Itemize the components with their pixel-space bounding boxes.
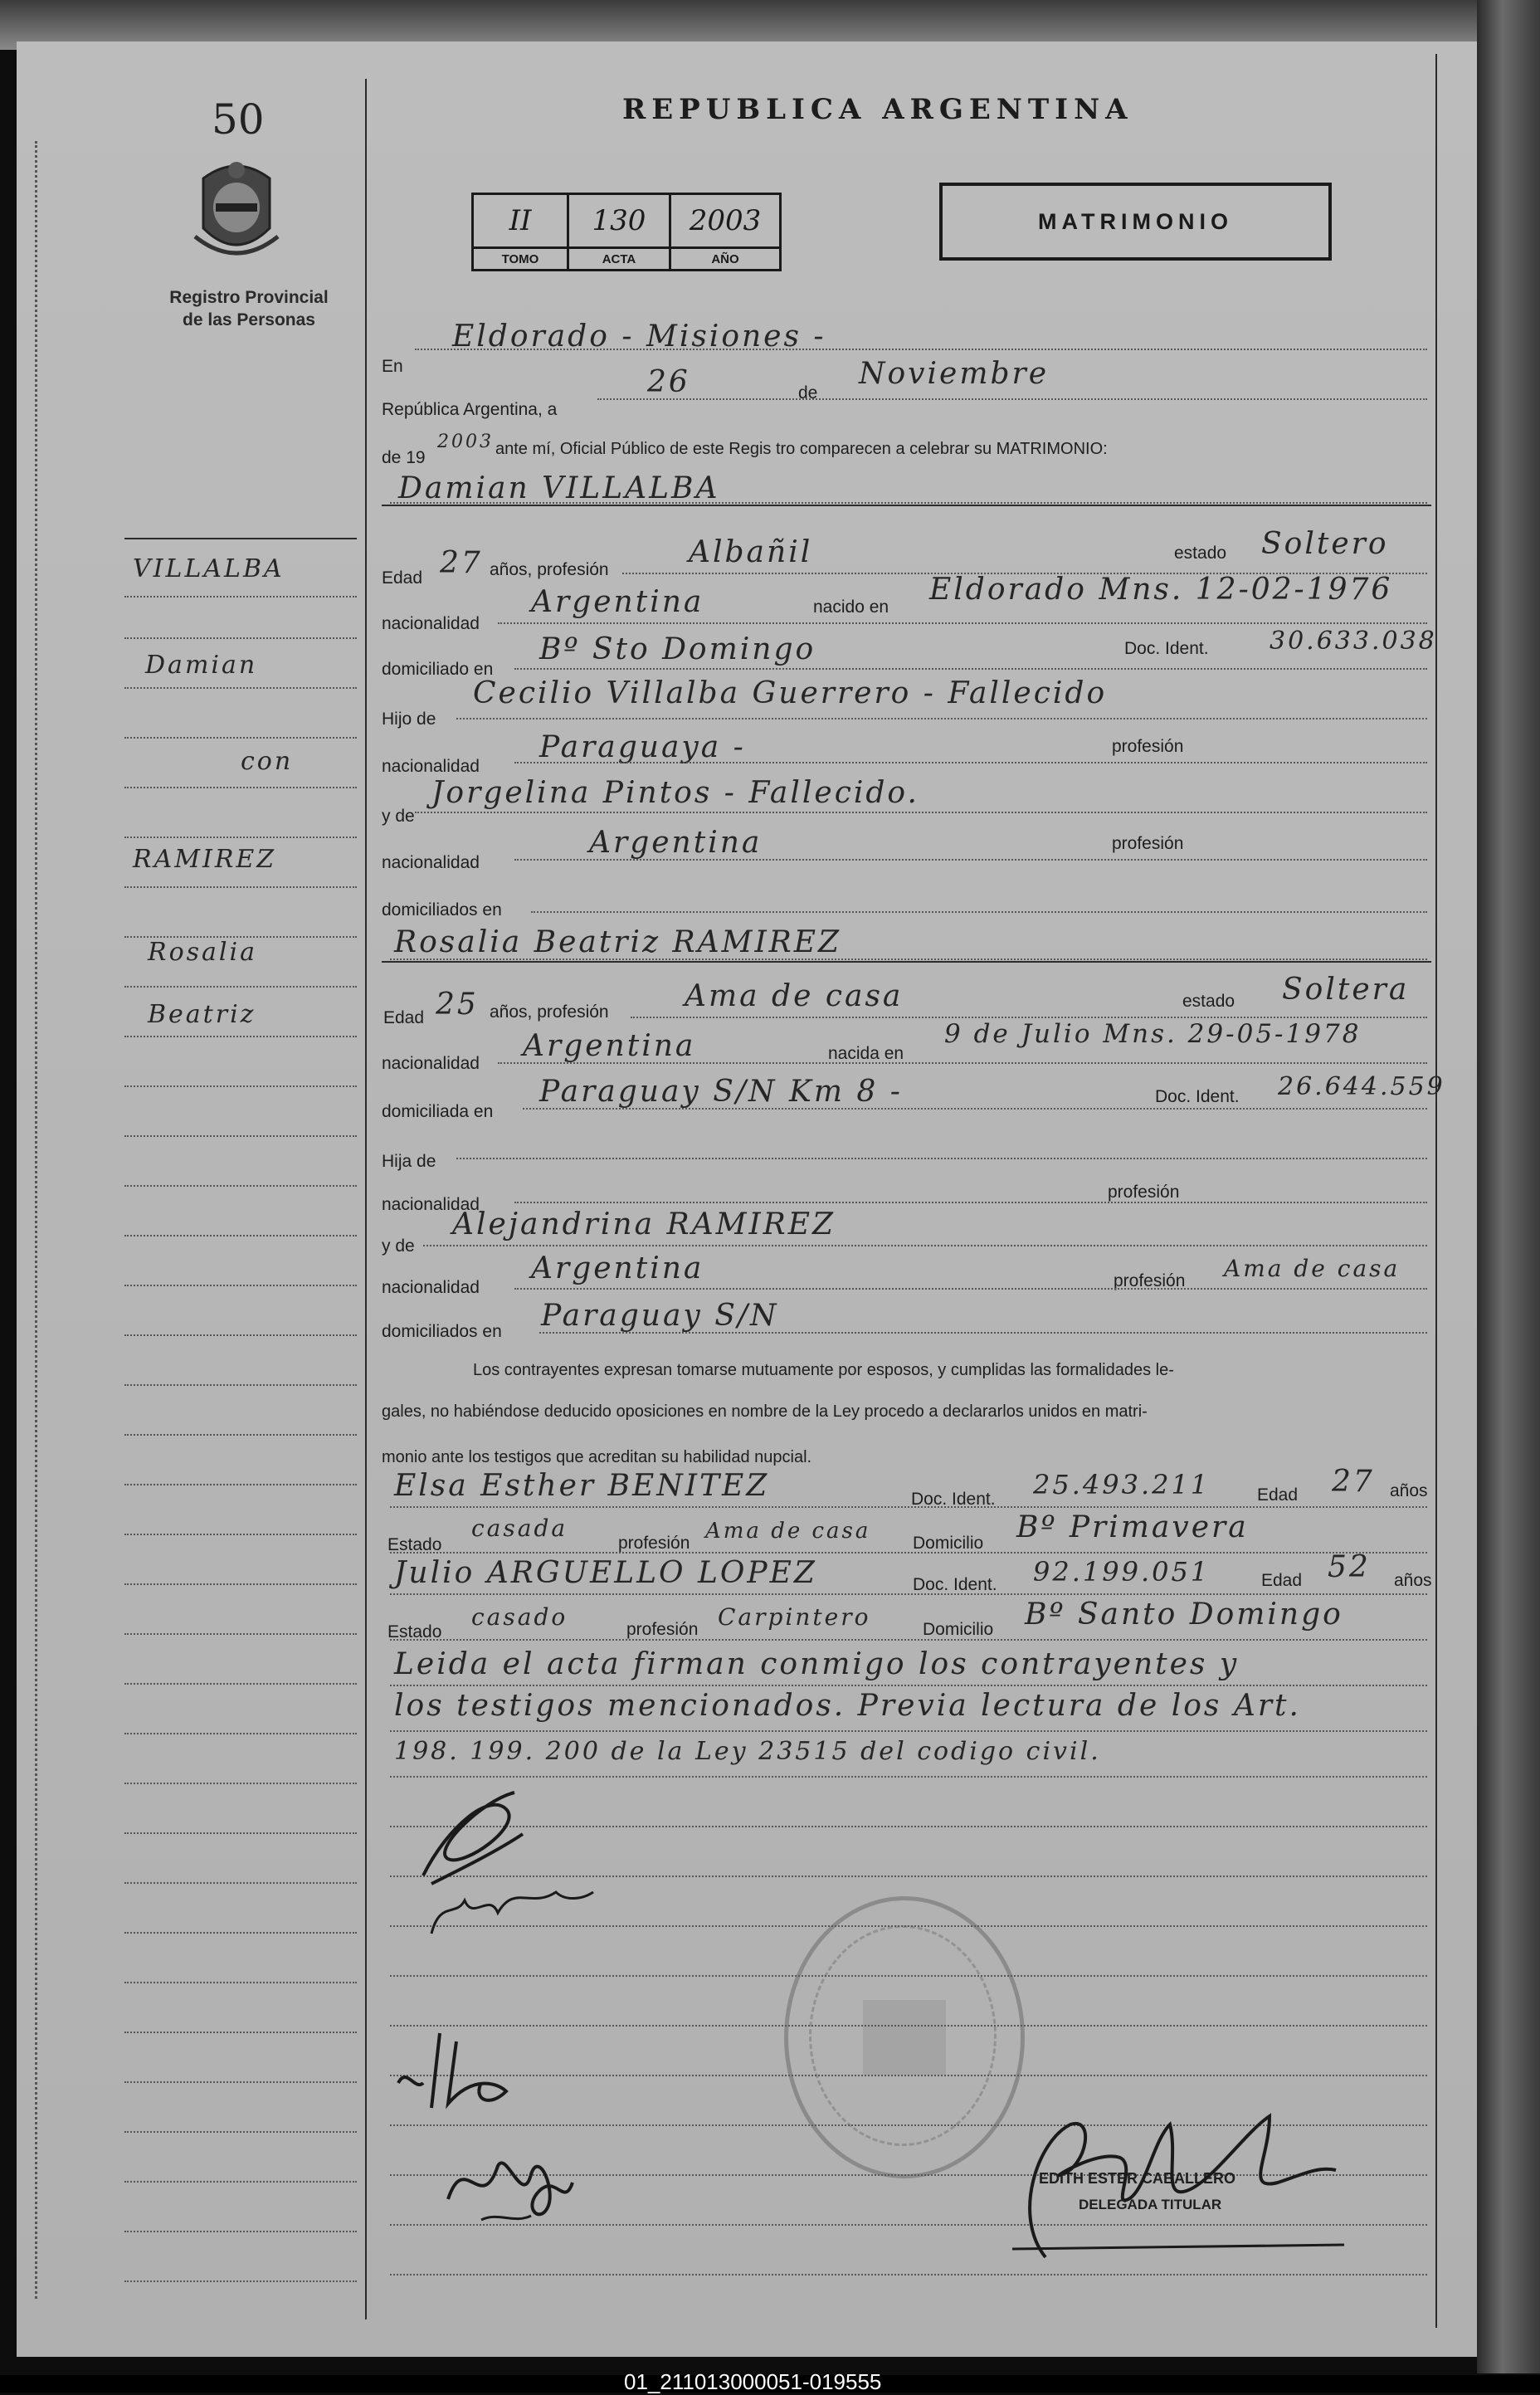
bride-domicile: Paraguay S/N Km 8 - xyxy=(539,1075,903,1109)
witness1-doc: 25.493.211 xyxy=(1033,1469,1211,1500)
declaration-line3: monio ante los testigos que acreditan su habilidad nupcial. xyxy=(382,1448,812,1466)
bride-line5 xyxy=(514,1202,1427,1203)
bride-father-prof-label: profesión xyxy=(1108,1183,1180,1202)
ante-text: ante mí, Oficial Público de este Regis tro comparecen a celebrar su MATRIMONIO: xyxy=(495,440,1108,458)
right-border xyxy=(1435,54,1437,2328)
binding-holes xyxy=(35,141,49,2299)
bride-line7 xyxy=(514,1288,1427,1290)
witness2-anos-label: años xyxy=(1394,1571,1432,1590)
groom-mother: Jorgelina Pintos - Fallecido. xyxy=(431,776,919,810)
witness1-line1 xyxy=(390,1506,1427,1508)
bride-mother-nat-label: nacionalidad xyxy=(382,1278,480,1297)
tomo-label: TOMO xyxy=(473,248,568,271)
record-table xyxy=(471,193,782,271)
witness1-name: Elsa Esther BENITEZ xyxy=(394,1469,770,1503)
margin-dotline xyxy=(124,1185,357,1187)
margin-con: con xyxy=(241,747,294,776)
groom-profession-label: años, profesión xyxy=(490,560,609,579)
scan-footer xyxy=(0,2369,1540,2394)
closing-line3: 198. 199. 200 de la Ley 23515 del codigo civil. xyxy=(394,1737,1101,1766)
margin-dotline xyxy=(124,1235,357,1237)
margin-dotline xyxy=(124,1036,357,1037)
bride-nationality: Argentina xyxy=(523,1029,696,1063)
registro-label xyxy=(141,286,357,331)
closing-line2: los testigos mencionados. Previa lectura de los Art. xyxy=(394,1689,1301,1723)
witness2-name: Julio ARGUELLO LOPEZ xyxy=(394,1556,817,1590)
act-type-box: MATRIMONIO xyxy=(939,183,1332,261)
margin-dotline xyxy=(124,787,357,788)
closing-rule xyxy=(390,1730,1427,1732)
groom-line4 xyxy=(456,718,1427,719)
margin-dotline xyxy=(124,1534,357,1535)
republica-label: República Argentina, a xyxy=(382,400,558,419)
signature-witness-icon xyxy=(440,2133,597,2232)
witness2-estado: casado xyxy=(471,1603,568,1631)
groom-hijo-label: Hijo de xyxy=(382,710,436,729)
groom-name-line xyxy=(390,502,1427,504)
bride-domicile-label: domiciliada en xyxy=(382,1102,494,1121)
groom-age: 27 xyxy=(440,546,483,580)
margin-dotline xyxy=(124,936,357,938)
bride-edad-label: Edad xyxy=(383,1008,425,1027)
bride-line6 xyxy=(423,1245,1427,1246)
country-title: REPUBLICA ARGENTINA xyxy=(622,93,1133,126)
witness2-profesion-label: profesión xyxy=(626,1620,699,1639)
groom-mother-prof-label: profesión xyxy=(1112,834,1184,853)
officer-stamp-title: DELEGADA TITULAR xyxy=(1079,2197,1222,2212)
ano-label: AÑO xyxy=(670,248,781,271)
witness1-profession: Ama de casa xyxy=(705,1519,871,1544)
margin-dotline xyxy=(124,2181,357,2183)
witness1-domicilio-label: Domicilio xyxy=(913,1534,984,1553)
bride-mother-profession: Ama de casa xyxy=(1224,1255,1401,1282)
witness2-line1 xyxy=(390,1593,1427,1595)
signature-officer-icon xyxy=(996,2091,1352,2274)
margin-dotline xyxy=(124,1135,357,1137)
margin-surname-groom: VILLALBA xyxy=(133,554,285,583)
margin-dotline xyxy=(124,1285,357,1286)
de-label: de xyxy=(798,383,818,402)
bride-line4 xyxy=(456,1158,1427,1159)
margin-dotline xyxy=(124,1484,357,1485)
bride-name: Rosalia Beatriz RAMIREZ xyxy=(394,925,842,959)
groom-father-nationality: Paraguaya - xyxy=(539,730,746,764)
declaration-line1: Los contrayentes expresan tomarse mutuamente por esposos, y cumplidas las formalidades le- xyxy=(473,1361,1174,1379)
witness1-estado-label: Estado xyxy=(387,1535,442,1554)
margin-dotline xyxy=(124,837,357,838)
file-id: 01_211013000051-019555 xyxy=(624,2369,882,2394)
groom-line2 xyxy=(498,622,1427,624)
coat-of-arms-icon xyxy=(187,154,286,270)
bride-estado-label: estado xyxy=(1182,992,1235,1011)
margin-dotline xyxy=(124,1832,357,1834)
en-label: En xyxy=(382,357,403,376)
margin-dotline xyxy=(124,1633,357,1635)
margin-dotline xyxy=(124,2131,357,2133)
margin-dotline xyxy=(124,2280,357,2282)
witness2-domicile: Bº Santo Domingo xyxy=(1025,1597,1343,1632)
margin-dotline xyxy=(124,1783,357,1784)
groom-mother-nat-label: nacionalidad xyxy=(382,853,480,872)
witness1-doc-label: Doc. Ident. xyxy=(911,1490,996,1509)
day-value: 26 xyxy=(647,365,690,399)
registro-line2: de las Personas xyxy=(183,310,315,329)
closing-rule xyxy=(390,1685,1427,1686)
margin-dotline xyxy=(124,737,357,739)
margin-dotline xyxy=(124,1085,357,1087)
bride-estado: Soltera xyxy=(1282,973,1410,1007)
bride-born-label: nacida en xyxy=(828,1044,904,1063)
bride-mother-nationality: Argentina xyxy=(531,1251,704,1285)
witness1-edad-label: Edad xyxy=(1257,1485,1299,1505)
groom-father-prof-label: profesión xyxy=(1112,737,1184,756)
witness2-doc: 92.199.051 xyxy=(1033,1556,1211,1588)
groom-doc: 30.633.038 xyxy=(1270,627,1437,656)
bride-name-line xyxy=(390,958,1427,960)
signature-bride-icon xyxy=(390,2025,556,2116)
month-value: Noviembre xyxy=(859,357,1050,391)
ano-value: 2003 xyxy=(670,194,781,248)
witness2-domicilio-label: Domicilio xyxy=(923,1620,994,1639)
signature-groom-icon xyxy=(415,1776,606,1942)
closing-line1: Leida el acta firman conmigo los contrayentes y xyxy=(394,1647,1240,1681)
margin-dotline xyxy=(124,2231,357,2232)
tomo-value: II xyxy=(473,194,568,248)
groom-nationality-label: nacionalidad xyxy=(382,614,480,633)
acta-label: ACTA xyxy=(568,248,670,271)
scan-right-edge xyxy=(1477,0,1540,2373)
blank-line xyxy=(390,2274,1427,2275)
groom-born: Eldorado Mns. 12-02-1976 xyxy=(929,573,1393,607)
witness2-doc-label: Doc. Ident. xyxy=(913,1575,997,1594)
groom-estado: Soltero xyxy=(1261,527,1389,561)
margin-dotline xyxy=(124,637,357,639)
bride-hija-label: Hija de xyxy=(382,1152,436,1171)
margin-dotline xyxy=(124,1334,357,1336)
bride-line3 xyxy=(523,1108,1427,1110)
margin-dotline xyxy=(124,1982,357,1983)
groom-domicile: Bº Sto Domingo xyxy=(539,632,816,666)
groom-line5 xyxy=(514,762,1427,763)
margin-dotline xyxy=(124,687,357,689)
groom-father: Cecilio Villalba Guerrero - Fallecido xyxy=(473,676,1108,710)
bride-y-de-label: y de xyxy=(382,1237,415,1256)
margin-dotline xyxy=(124,1882,357,1884)
groom-mother-nationality: Argentina xyxy=(589,826,763,860)
witness2-edad-label: Edad xyxy=(1261,1571,1303,1590)
declaration-line2: gales, no habiéndose deducido oposiciones en nombre de la Ley procedo a declararlos unidos en matri- xyxy=(382,1402,1148,1421)
groom-born-label: nacido en xyxy=(813,598,889,617)
year-value: 2003 xyxy=(437,432,494,452)
place-value: Eldorado - Misiones - xyxy=(452,319,826,354)
officer-stamp-name: EDITH ESTER CABALLERO xyxy=(1039,2170,1236,2187)
register-page xyxy=(17,41,1477,2357)
groom-line3 xyxy=(514,668,1427,670)
groom-doc-label: Doc. Ident. xyxy=(1124,639,1209,658)
groom-edad-label: Edad xyxy=(382,568,423,588)
witness1-profesion-label: profesión xyxy=(618,1534,690,1553)
margin-dotline xyxy=(124,596,357,598)
margin-name2-bride: Beatriz xyxy=(148,1000,256,1029)
margin-dotline xyxy=(124,1384,357,1386)
groom-profession: Albañil xyxy=(689,535,813,569)
margin-rule xyxy=(124,538,357,539)
margin-dotline xyxy=(124,1583,357,1585)
date-line xyxy=(597,398,1427,400)
bride-profession-label: años, profesión xyxy=(490,1002,609,1022)
groom-line6 xyxy=(415,812,1427,813)
bride-mother-prof-label: profesión xyxy=(1114,1271,1186,1290)
witness2-estado-label: Estado xyxy=(387,1622,442,1641)
groom-father-nat-label: nacionalidad xyxy=(382,757,480,776)
groom-nationality: Argentina xyxy=(531,585,704,619)
bride-doc-label: Doc. Ident. xyxy=(1155,1087,1240,1106)
margin-dotline xyxy=(124,1932,357,1934)
bride-nationality-label: nacionalidad xyxy=(382,1054,480,1073)
groom-y-de-label: y de xyxy=(382,807,415,826)
official-stamp-emblem-icon xyxy=(863,2000,946,2075)
page-number: 50 xyxy=(212,95,265,144)
witness2-age: 52 xyxy=(1328,1550,1371,1584)
bride-line2 xyxy=(498,1062,1427,1064)
margin-dotline xyxy=(124,986,357,988)
groom-line8 xyxy=(531,911,1427,913)
bride-father-nat-label: nacionalidad xyxy=(382,1195,480,1214)
acta-value: 130 xyxy=(568,194,670,248)
groom-parents-dom-label: domiciliados en xyxy=(382,900,502,919)
witness1-age: 27 xyxy=(1332,1465,1375,1499)
margin-name-groom: Damian xyxy=(145,651,258,680)
margin-surname-bride: RAMIREZ xyxy=(133,845,277,874)
margin-name-bride: Rosalia xyxy=(148,938,258,967)
margin-divider xyxy=(365,79,367,2319)
bride-profession: Ama de casa xyxy=(685,979,904,1013)
year-prefix-label: de 19 xyxy=(382,448,426,467)
margin-dotline xyxy=(124,1683,357,1685)
witness2-line2 xyxy=(390,1639,1427,1641)
groom-domicile-label: domiciliado en xyxy=(382,660,494,679)
witness1-anos-label: años xyxy=(1390,1481,1428,1500)
witness2-profession: Carpintero xyxy=(718,1603,871,1631)
margin-dotline xyxy=(124,886,357,888)
margin-dotline xyxy=(124,2081,357,2083)
bride-parents-dom-label: domiciliados en xyxy=(382,1322,502,1341)
witness1-estado: casada xyxy=(471,1515,568,1542)
witness1-line2 xyxy=(390,1552,1427,1554)
bride-mother: Alejandrina RAMIREZ xyxy=(452,1207,836,1241)
bride-doc: 26.644.559 xyxy=(1278,1072,1445,1101)
bride-parents-domicile: Paraguay S/N xyxy=(541,1299,779,1333)
groom-estado-label: estado xyxy=(1174,544,1227,563)
bride-age: 25 xyxy=(436,988,479,1022)
margin-dotline xyxy=(124,1733,357,1734)
groom-name: Damian VILLALBA xyxy=(398,471,720,505)
margin-dotline xyxy=(124,1434,357,1436)
registro-line1: Registro Provincial xyxy=(169,288,329,307)
groom-line7 xyxy=(514,859,1427,861)
bride-born: 9 de Julio Mns. 29-05-1978 xyxy=(944,1019,1362,1049)
witness1-domicile: Bº Primavera xyxy=(1016,1510,1249,1544)
bride-line8 xyxy=(539,1332,1427,1334)
bride-line1 xyxy=(631,1017,1427,1018)
margin-dotline xyxy=(124,2032,357,2033)
bride-rule xyxy=(382,961,1431,963)
place-line xyxy=(415,349,1427,350)
